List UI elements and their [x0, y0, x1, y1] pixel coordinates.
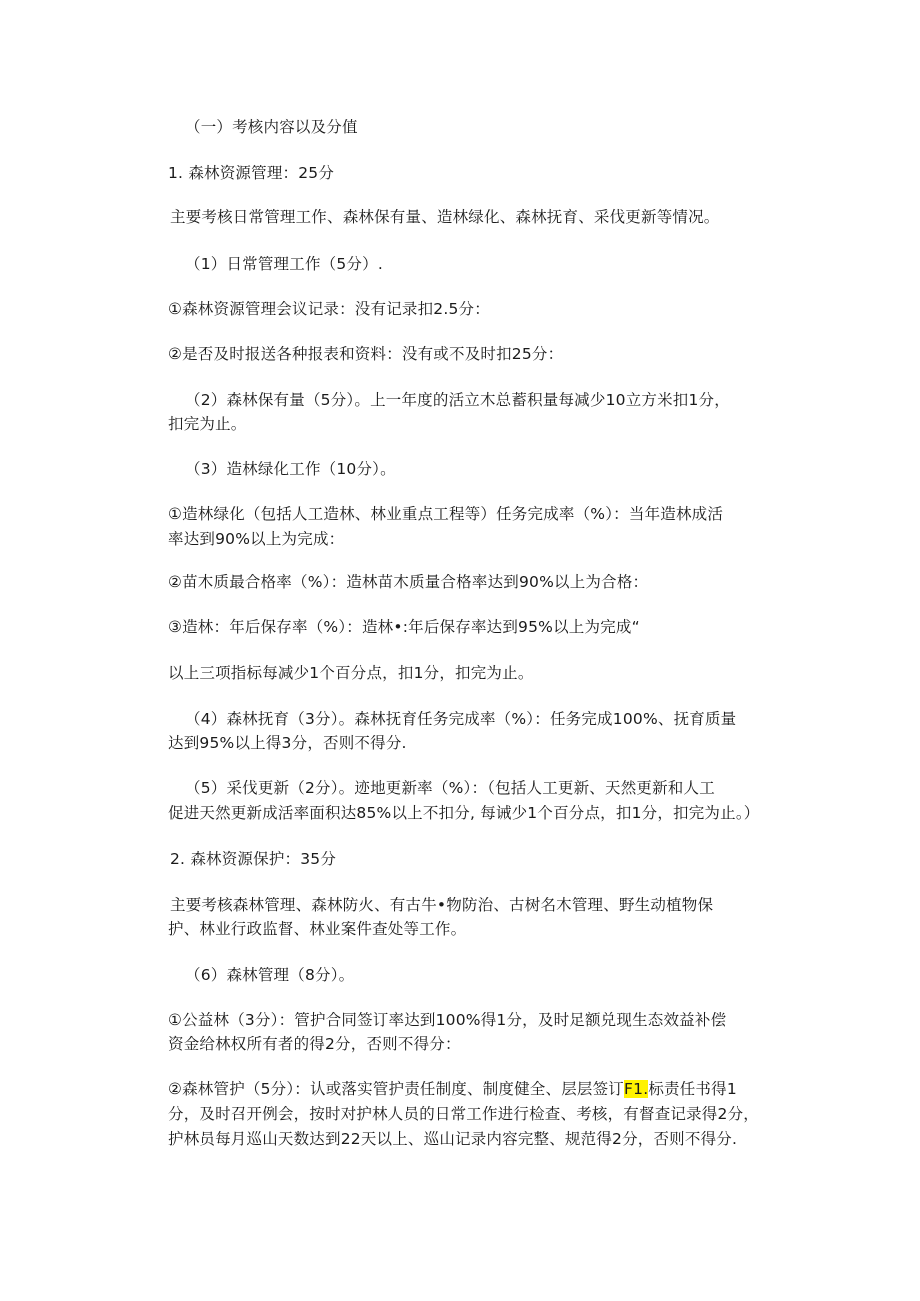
paragraph-line: 主要考核日常管理工作、森林保有量、造林绿化、森林抚育、采伐更新等情况。: [170, 208, 720, 226]
paragraph-line: ②苗木质最合格率（%）：造林苗木质量合格率达到90%以上为合格：: [168, 573, 649, 591]
paragraph-line: （5）采伐更新（2分）。迹地更新率（%）：（包括人工更新、天然更新和人工: [185, 779, 715, 797]
paragraph-line: ③造林：年后保存率（%）：造林•:年后保存率达到95%以上为完成“: [168, 618, 640, 636]
paragraph-line: 护林员每月巡山天数达到22天以上、巡山记录内容完整、规范得2分，否则不得分.: [168, 1130, 738, 1148]
paragraph-line: 率达到90%以上为完成：: [168, 530, 345, 548]
paragraph-line: （6）森林管理（8分）。: [185, 966, 355, 984]
paragraph-line: 分，及时召开例会，按时对护林人员的日常工作进行检查、考核，有督查记录得2分，: [168, 1105, 759, 1123]
section-heading: （一）考核内容以及分值: [185, 118, 358, 136]
subsection-heading: 2. 森林资源保护：35分: [170, 850, 337, 868]
paragraph-line: 主要考核森林管理、森林防火、有古牛•物防治、古树名木管理、野生动植物保: [170, 896, 714, 914]
text-segment: ②森林管护（5分）：认或落实管护责任制度、制度健全、层层签订: [168, 1080, 625, 1098]
paragraph-line: （4）森林抚育（3分）。森林抚育任务完成率（%）：任务完成100%、抚育质量: [185, 710, 737, 728]
paragraph-line-highlighted: [168, 1078, 737, 1100]
paragraph-line: ②是否及时报送各种报表和资料：没有或不及时扣25分：: [168, 345, 564, 363]
paragraph-line: ①公益林（3分）：管护合同签订率达到100%得1分，及时足额兑现生态效益补偿: [168, 1011, 727, 1029]
paragraph-line: 以上三项指标每减少1个百分点，扣1分，扣完为止。: [168, 664, 534, 682]
text-segment: 标责任书得1: [648, 1080, 737, 1098]
paragraph-line: （2）森林保有量（5分）。上一年度的活立木总蓄积量每减少10立方米扣1分，: [185, 391, 730, 409]
paragraph-line: （1）日常管理工作（5分）.: [185, 255, 383, 273]
paragraph-line: ①森林资源管理会议记录：没有记录扣2.5分：: [168, 300, 490, 318]
paragraph-line: 扣完为止。: [168, 415, 247, 433]
paragraph-line: 资金给林权所有者的得2分，否则不得分：: [168, 1035, 461, 1053]
paragraph-line: （3）造林绿化工作（10分）。: [185, 460, 396, 478]
highlighted-text: F1.: [624, 1080, 649, 1098]
paragraph-line: ①造林绿化（包括人工造林、林业重点工程等）任务完成率（%）：当年造林成活: [168, 505, 724, 523]
subsection-heading: 1. 森林资源管理：25分: [168, 164, 335, 182]
paragraph-line: 促进天然更新成活率面积达85%以上不扣分, 每诫少1个百分点，扣1分，扣完为止。）: [168, 804, 760, 822]
paragraph-line: 护、林业行政监督、林业案件查处等工作。: [168, 920, 467, 938]
paragraph-line: 达到95%以上得3分，否则不得分.: [168, 734, 407, 752]
